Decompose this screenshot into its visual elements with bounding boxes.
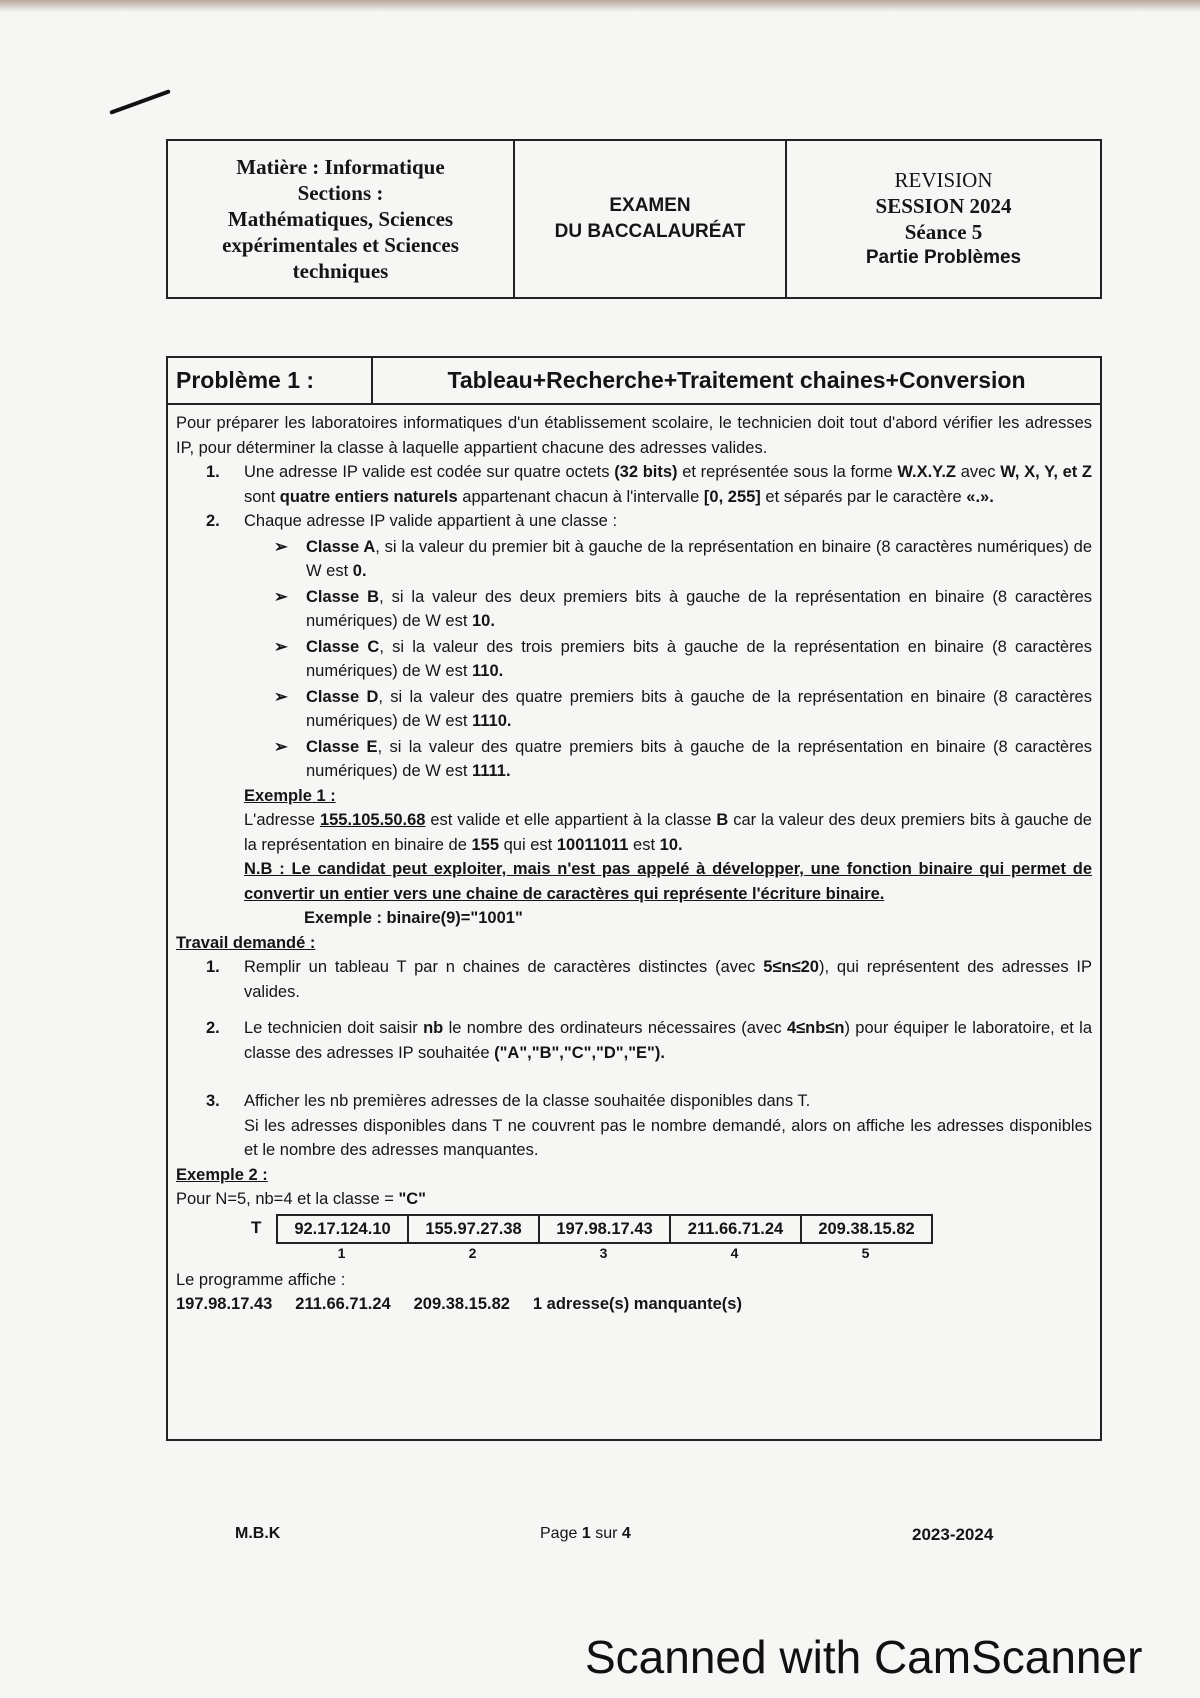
text: B <box>716 811 729 829</box>
text: car la valeur des deux premiers bits à gauche de la représentation en binaire de <box>244 811 1092 854</box>
ip-row <box>276 1214 933 1244</box>
exam-header <box>166 139 1102 299</box>
program-label: Le programme affiche : <box>176 1270 346 1289</box>
text: appartenant chacun à l'intervalle <box>462 487 700 506</box>
class-bits: 10. <box>472 612 495 630</box>
table-index: 5 <box>861 1244 870 1261</box>
text: Afficher les nb premières adresses de la classe souhaitée disponibles dans T. <box>244 1092 811 1110</box>
arrow-icon: ➢ <box>274 587 288 606</box>
ip-table <box>251 1214 1092 1244</box>
example-2-params <box>176 1187 1092 1212</box>
table-cell: 209.38.15.82 <box>818 1219 915 1238</box>
text: nb <box>423 1019 444 1037</box>
text: 5≤n≤20 <box>763 958 819 976</box>
text: Pour N=5, nb=4 et la classe = <box>176 1190 394 1208</box>
class-text <box>306 635 1092 684</box>
text: [0, 255] <box>703 487 761 506</box>
example-1-text <box>244 808 1092 857</box>
text: Le technicien doit saisir <box>244 1019 418 1037</box>
text: 4 <box>621 1525 631 1542</box>
class-item <box>274 685 1092 734</box>
table-label: T <box>251 1217 262 1237</box>
nb-example: Exemple : binaire(9)="1001" <box>304 909 523 927</box>
problem-label: Problème 1 : <box>168 358 373 403</box>
class-text <box>306 535 1092 584</box>
task-item <box>206 1089 1092 1163</box>
text: , si la valeur des quatre premiers bits à gauche de la représentation en binaire (8 caractères numériques) de W est <box>306 687 1092 730</box>
item-number: 2. <box>206 512 220 530</box>
text: , si la valeur des quatre premiers bits à gauche de la représentation en binaire (8 caractères numériques) de W est <box>306 737 1092 780</box>
travail-title: Travail demandé : <box>176 933 316 952</box>
text: Remplir un tableau T par n chaines de caractères distinctes (avec <box>244 958 756 976</box>
class-name: Classe A <box>306 537 376 556</box>
text: ("A","B","C","D","E"). <box>494 1043 665 1062</box>
problem-title: Tableau+Recherche+Traitement chaines+Conversion <box>447 367 1026 393</box>
problem-box <box>166 356 1102 1441</box>
arrow-icon: ➢ <box>274 637 288 656</box>
text: ), qui représentent des adresses IP valides. <box>244 958 1092 1001</box>
text: qui est <box>503 835 553 854</box>
text: 4≤nb≤n <box>786 1019 845 1037</box>
exam-cell <box>515 141 787 297</box>
problem-body <box>168 405 1100 1317</box>
text: est valide et elle appartient à la classe <box>430 811 712 829</box>
class-item <box>274 735 1092 784</box>
text: Si les adresses disponibles dans T ne couvrent pas le nombre demandé, alors on affiche les adresses disponibles et le nombre des adresses manquantes. <box>244 1116 1092 1159</box>
class-item <box>274 535 1092 584</box>
text: , si la valeur du premier bit à gauche de la représentation en binaire (8 caractères numériques) de W est <box>306 537 1092 580</box>
text: (32 bits) <box>614 463 678 481</box>
text: 155 <box>471 835 500 854</box>
class-name: Classe B <box>306 587 380 606</box>
class-bits: 0. <box>352 562 367 580</box>
task-item <box>206 955 1092 1004</box>
seance: Séance 5 <box>904 220 983 244</box>
class-text <box>306 735 1092 784</box>
class-item <box>274 635 1092 684</box>
text: 10. <box>659 835 683 854</box>
text: , si la valeur des trois premiers bits à gauche de la représentation en binaire (8 caractères numériques) de W est <box>306 637 1092 680</box>
sections-label: Sections : <box>297 181 384 205</box>
item-number: 2. <box>206 1019 220 1037</box>
text: «.». <box>966 487 994 506</box>
class-text <box>306 685 1092 734</box>
table-index: 2 <box>468 1244 477 1261</box>
intro: Pour préparer les laboratoires informatiques d'un établissement scolaire, le technicien doit tout d'abord vérifier les adresses IP, pour déterminer la classe à laquelle appartient chacune des adresses valides. <box>176 414 1092 457</box>
text: , si la valeur des deux premiers bits à gauche de la représentation en binaire (8 caractères numériques) de W est <box>306 587 1092 630</box>
text: ) pour équiper le laboratoire, et la classe des adresses IP souhaitée <box>244 1019 1093 1062</box>
class-bits: 110. <box>472 662 504 680</box>
arrow-icon: ➢ <box>274 687 288 706</box>
example-2-title: Exemple 2 : <box>176 1165 268 1184</box>
task-text <box>244 955 1092 1004</box>
subject-cell <box>168 141 515 297</box>
item-number: 1. <box>206 958 220 976</box>
exam-line: EXAMEN <box>609 195 691 216</box>
class-name: Classe D <box>306 687 379 706</box>
item-text <box>244 460 1092 509</box>
index-row <box>276 1244 1092 1262</box>
text: quatre entiers naturels <box>279 487 458 506</box>
example-ip: 155.105.50.68 <box>319 811 426 829</box>
pen-stroke <box>109 89 171 115</box>
exam-line: DU BACCALAURÉAT <box>554 221 746 242</box>
class-bits: 1111. <box>472 762 511 780</box>
footer-page <box>540 1525 631 1543</box>
text: 1 <box>581 1525 591 1542</box>
nb-note: N.B : Le candidat peut exploiter, mais n'est pas appelé à développer, une fonction binaire qui permet de convertir un entier vers une chaine de caractères qui représente l'écriture binaire. <box>244 860 1092 903</box>
task-item <box>206 1016 1092 1065</box>
arrow-icon: ➢ <box>274 537 288 556</box>
footer-author: M.B.K <box>235 1525 281 1542</box>
text: W.X.Y.Z <box>897 463 957 481</box>
sections-line: Mathématiques, Sciences <box>227 207 454 231</box>
arrow-icon: ➢ <box>274 737 288 756</box>
text: Page <box>540 1525 578 1542</box>
table-cell: 92.17.124.10 <box>278 1216 409 1242</box>
class-item <box>274 585 1092 634</box>
class-text <box>306 585 1092 634</box>
example-1 <box>244 784 1092 931</box>
text: et séparés par le caractère <box>765 487 962 506</box>
session: SESSION 2024 <box>875 194 1012 218</box>
item-text: Chaque adresse IP valide appartient à une classe : <box>244 512 618 530</box>
class-bits: 1110. <box>472 712 512 730</box>
sections-line: expérimentales et Sciences <box>222 233 459 257</box>
text: sont <box>244 487 276 506</box>
table-index: 3 <box>599 1244 608 1261</box>
table-cell: 197.98.17.43 <box>540 1216 671 1242</box>
text: L'adresse <box>244 811 316 829</box>
subject: Matière : Informatique <box>236 155 445 179</box>
text: 10011011 <box>556 835 629 854</box>
table-index: 1 <box>337 1244 346 1261</box>
table-cell: 211.66.71.24 <box>671 1216 802 1242</box>
camscanner-watermark: Scanned with CamScanner <box>585 1631 1143 1683</box>
text: sur <box>595 1525 618 1542</box>
task-text <box>244 1016 1092 1065</box>
example-1-title: Exemple 1 : <box>244 786 336 805</box>
program-output: 197.98.17.43 211.66.71.24 209.38.15.82 1 adresse(s) manquante(s) <box>176 1295 742 1313</box>
task-text <box>244 1089 1092 1163</box>
problem-heading <box>168 358 1100 405</box>
text: W, X, Y, et Z <box>1000 463 1093 481</box>
table-cell: 155.97.27.38 <box>409 1216 540 1242</box>
text: et représentée sous la forme <box>682 463 893 481</box>
class-name: Classe C <box>306 637 380 656</box>
sections-line: techniques <box>292 259 389 283</box>
footer-year: 2023-2024 <box>912 1525 994 1544</box>
text: le nombre des ordinateurs nécessaires (avec <box>448 1019 782 1037</box>
text: avec <box>960 463 996 481</box>
session-cell <box>787 141 1100 297</box>
list-item <box>206 509 1092 534</box>
item-number: 1. <box>206 463 220 481</box>
revision: REVISION <box>894 168 993 192</box>
text: "C" <box>398 1190 426 1208</box>
list-item <box>206 460 1092 509</box>
item-number: 3. <box>206 1092 220 1110</box>
partie: Partie Problèmes <box>865 247 1022 268</box>
text: Une adresse IP valide est codée sur quatre octets <box>244 463 610 481</box>
class-name: Classe E <box>306 737 378 756</box>
text: est <box>633 835 656 854</box>
table-index: 4 <box>730 1244 739 1261</box>
page-top-edge <box>0 0 1200 12</box>
